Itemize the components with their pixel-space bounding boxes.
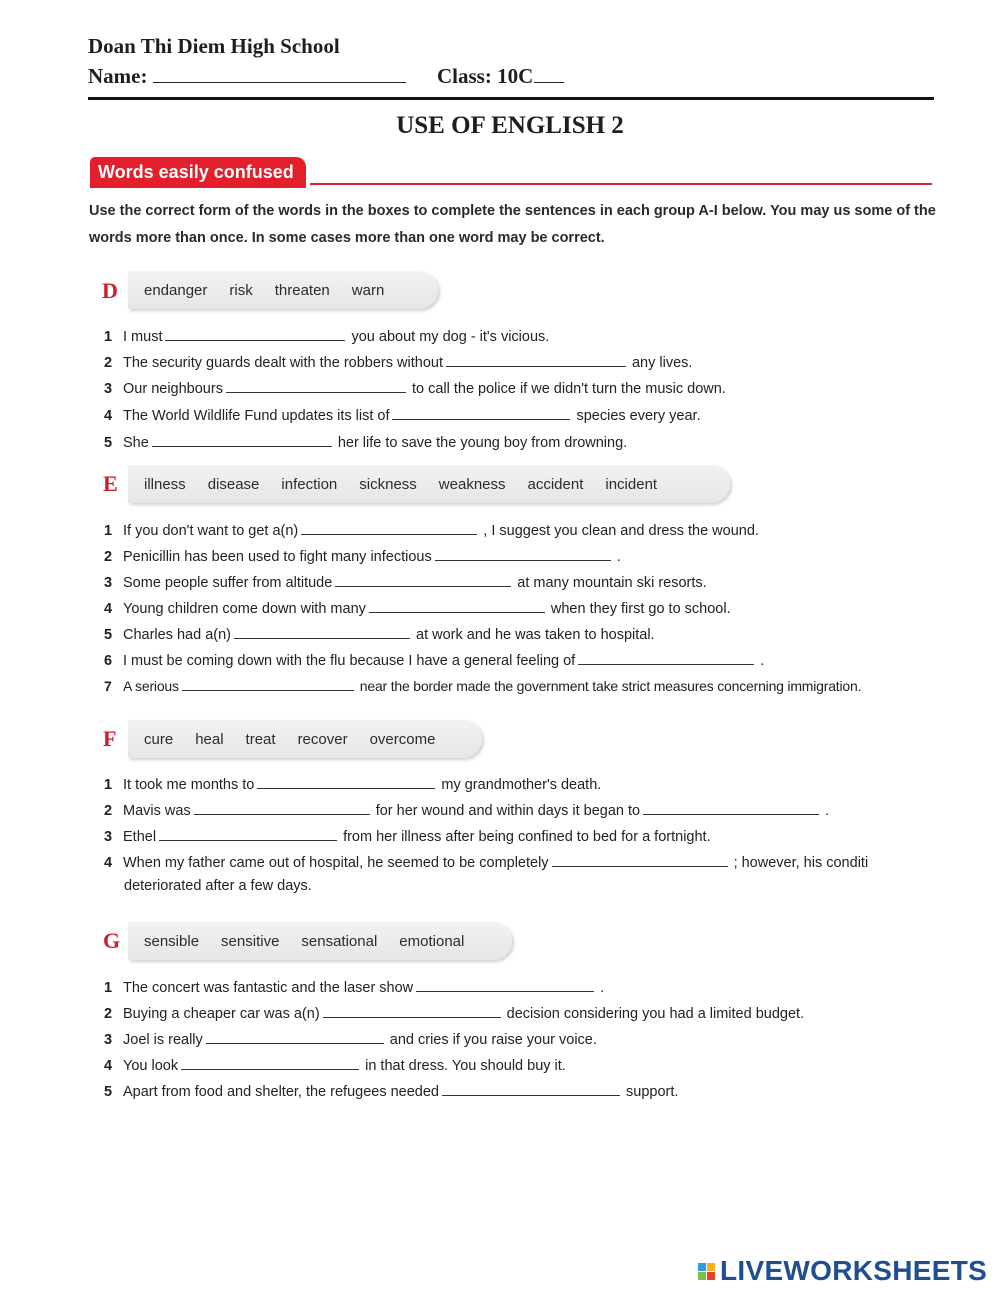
answer-blank[interactable] [159,827,337,841]
section-f-letter: F [103,726,117,751]
answer-blank[interactable] [416,978,594,992]
section-f-item-2: 2 Mavis was for her wound and within days it began to . [104,803,830,819]
section-g-item-5: 5 Apart from food and shelter, the refugees needed support. [104,1084,679,1100]
word-cure: cure [144,730,174,748]
class-blank[interactable] [534,64,564,83]
section-d-item-2: 2 The security guards dealt with the robbers without any lives. [104,355,693,371]
page-title: USE OF ENGLISH 2 [396,112,624,139]
word-threaten: threaten [274,281,330,299]
answer-blank[interactable] [446,353,626,367]
section-f-item-3: 3 Ethel from her illness after being confined to bed for a fortnight. [104,829,711,845]
section-e-item-2: 2 Penicillin has been used to fight many infectious . [104,549,621,565]
word-sensible: sensible [144,932,200,950]
logo-block-icon [698,1263,706,1271]
class-label: Class: 10C [437,64,534,88]
word-incident: incident [605,475,658,493]
word-infection: infection [281,475,338,493]
word-sensational: sensational [301,932,378,950]
section-d-item-1: 1 I must you about my dog - it's vicious. [104,329,550,345]
answer-blank[interactable] [335,573,511,587]
section-d-item-4: 4 The World Wildlife Fund updates its list of species every year. [104,408,701,424]
section-g-item-1: 1 The concert was fantastic and the laser show . [104,980,605,996]
section-e-word-box [128,465,730,503]
name-field-row [88,64,406,89]
section-d-item-5: 5 She her life to save the young boy from drowning. [104,435,628,451]
answer-blank[interactable] [435,547,611,561]
answer-blank[interactable] [152,433,332,447]
answer-blank[interactable] [578,651,754,665]
answer-blank[interactable] [301,521,477,535]
answer-blank[interactable] [165,327,345,341]
section-g-item-2: 2 Buying a cheaper car was a(n) decision considering you had a limited budget. [104,1006,805,1022]
name-label: Name: [88,64,148,88]
word-disease: disease [207,475,260,493]
section-e-item-3: 3 Some people suffer from altitude at many mountain ski resorts. [104,575,707,591]
logo-icon [698,1263,715,1280]
section-e-letter: E [103,471,118,496]
word-illness: illness [144,475,186,493]
answer-blank[interactable] [181,1056,359,1070]
section-g-word-box [128,922,512,960]
section-e-item-5: 5 Charles had a(n) at work and he was taken to hospital. [104,627,655,643]
section-d-letter: D [102,278,118,303]
answer-blank[interactable] [234,625,410,639]
word-heal: heal [195,730,224,748]
school-name: Doan Thi Diem High School [88,34,340,58]
logo-block-icon [707,1272,715,1280]
word-sensitive: sensitive [221,932,280,950]
answer-blank[interactable] [226,379,406,393]
logo-text: LIVEWORKSHEETS [720,1255,988,1286]
answer-blank[interactable] [643,801,819,815]
word-endanger: endanger [144,281,208,299]
answer-blank[interactable] [323,1004,501,1018]
word-emotional: emotional [399,932,465,950]
section-e-item-4: 4 Young children come down with many when they first go to school. [104,601,731,617]
section-d-word-box [128,271,438,309]
section-g-letter: G [103,928,121,953]
answer-blank[interactable] [257,775,435,789]
section-g-item-4: 4 You look in that dress. You should buy it. [104,1058,566,1074]
class-field-row [437,64,564,89]
word-sickness: sickness [359,475,417,493]
answer-blank[interactable] [194,801,370,815]
liveworksheets-logo [698,1255,987,1287]
word-recover: recover [297,730,348,748]
logo-block-icon [707,1263,715,1271]
section-e-item-7: 7 A serious near the border made the government take strict measures concerning immigration. [104,678,862,694]
section-f-word-box [128,720,482,758]
section-f-item-1: 1 It took me months to my grandmother's death. [104,777,602,793]
section-e-item-1: 1 If you don't want to get a(n) , I suggest you clean and dress the wound. [104,523,759,539]
section-banner: Words easily confused [90,157,306,188]
word-risk: risk [229,281,253,299]
banner-divider [310,183,932,185]
answer-blank[interactable] [206,1030,384,1044]
name-blank[interactable] [153,64,406,83]
word-accident: accident [527,475,584,493]
section-d-item-3: 3 Our neighbours to call the police if we didn't turn the music down. [104,381,726,397]
answer-blank[interactable] [442,1082,620,1096]
word-warn: warn [351,281,385,299]
answer-blank[interactable] [392,406,570,420]
word-weakness: weakness [438,475,506,493]
section-g-item-3: 3 Joel is really and cries if you raise your voice. [104,1032,597,1048]
header-divider [88,97,934,100]
section-f-item-4-continued: deteriorated after a few days. [124,878,312,894]
answer-blank[interactable] [369,599,545,613]
logo-block-icon [698,1272,706,1280]
word-treat: treat [245,730,276,748]
instructions: Use the correct form of the words in the boxes to complete the sentences in each group A-I below. You may us some of the words more than once. In some cases more than one word may be correct. [89,203,936,246]
answer-blank[interactable] [552,853,728,867]
section-e-item-6: 6 I must be coming down with the flu because I have a general feeling of . [104,653,765,669]
section-f-item-4: 4 When my father came out of hospital, he seemed to be completely ; however, his conditi [104,855,869,871]
answer-blank[interactable] [182,677,354,691]
word-overcome: overcome [369,730,436,748]
